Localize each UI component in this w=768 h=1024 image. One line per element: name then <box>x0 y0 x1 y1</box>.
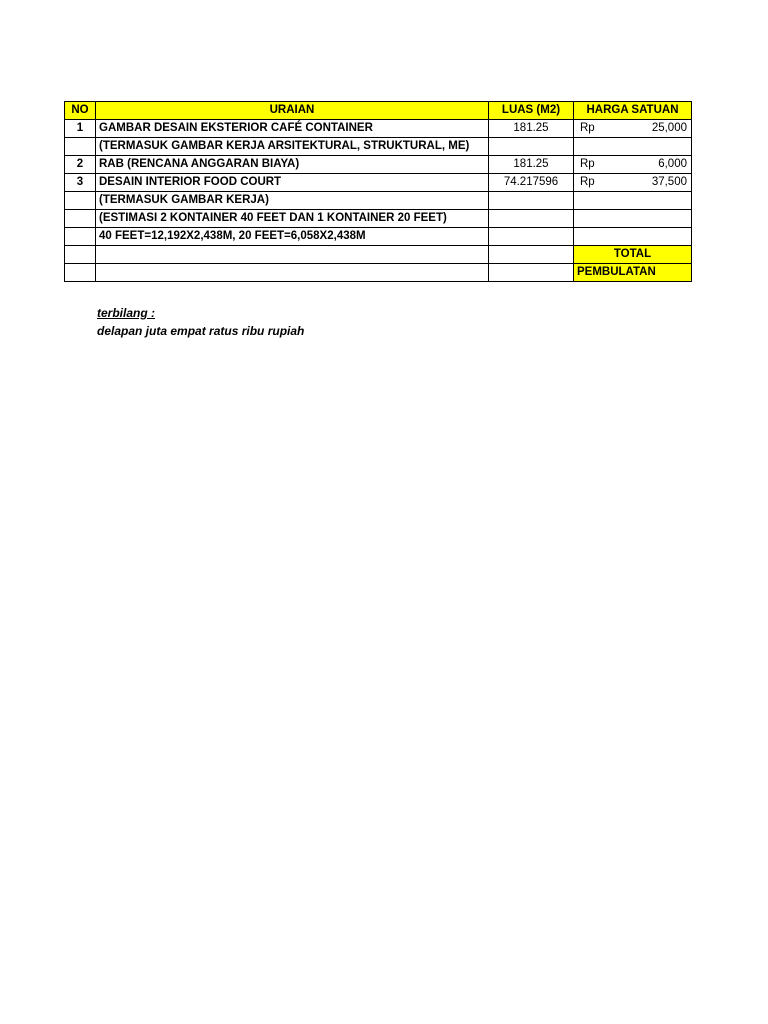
row-currency: Rp <box>580 158 595 170</box>
row-no <box>65 138 96 156</box>
row-uraian: RAB (RENCANA ANGGARAN BIAYA) <box>96 156 489 174</box>
row-harga <box>574 156 692 174</box>
row-harga-value: 37,500 <box>651 176 687 188</box>
row-harga <box>574 192 692 210</box>
row-luas: 181.25 <box>489 120 574 138</box>
row-harga-value: 6,000 <box>658 158 687 170</box>
row-uraian: (TERMASUK GAMBAR KERJA) <box>96 192 489 210</box>
row-luas: 181.25 <box>489 156 574 174</box>
total-label: TOTAL <box>574 246 692 264</box>
row-currency: Rp <box>580 176 595 188</box>
cost-table <box>64 101 692 282</box>
table-row <box>65 156 692 174</box>
row-harga-value: 25,000 <box>651 122 687 134</box>
row-currency: Rp <box>580 122 595 134</box>
row-uraian: DESAIN INTERIOR FOOD COURT <box>96 174 489 192</box>
row-no: 2 <box>65 156 96 174</box>
pembulatan-row-luas <box>489 264 574 282</box>
table-row <box>65 192 692 210</box>
row-no: 3 <box>65 174 96 192</box>
row-uraian: 40 FEET=12,192X2,438M, 20 FEET=6,058X2,438M <box>96 228 489 246</box>
row-luas <box>489 192 574 210</box>
total-row-luas <box>489 246 574 264</box>
header-luas: LUAS (M2) <box>489 102 574 120</box>
table-row <box>65 174 692 192</box>
header-uraian: URAIAN <box>96 102 489 120</box>
pembulatan-row <box>65 264 692 282</box>
table-row <box>65 138 692 156</box>
row-no: 1 <box>65 120 96 138</box>
terbilang-block <box>97 304 304 340</box>
table-row <box>65 228 692 246</box>
row-luas <box>489 228 574 246</box>
row-harga <box>574 138 692 156</box>
row-no <box>65 192 96 210</box>
header-no: NO <box>65 102 96 120</box>
total-row-no <box>65 246 96 264</box>
row-harga <box>574 228 692 246</box>
row-no <box>65 228 96 246</box>
table-header-row <box>65 102 692 120</box>
row-uraian: GAMBAR DESAIN EKSTERIOR CAFÉ CONTAINER <box>96 120 489 138</box>
row-harga <box>574 120 692 138</box>
row-uraian: (ESTIMASI 2 KONTAINER 40 FEET DAN 1 KONTAINER 20 FEET) <box>96 210 489 228</box>
pembulatan-label: PEMBULATAN <box>574 264 692 282</box>
total-row <box>65 246 692 264</box>
pembulatan-row-uraian <box>96 264 489 282</box>
row-uraian: (TERMASUK GAMBAR KERJA ARSITEKTURAL, STRUKTURAL, ME) <box>96 138 489 156</box>
header-harga: HARGA SATUAN <box>574 102 692 120</box>
row-luas <box>489 138 574 156</box>
pembulatan-row-no <box>65 264 96 282</box>
row-no <box>65 210 96 228</box>
terbilang-text: delapan juta empat ratus ribu rupiah <box>97 324 305 338</box>
row-harga <box>574 210 692 228</box>
total-row-uraian <box>96 246 489 264</box>
terbilang-label: terbilang : <box>97 306 156 320</box>
row-luas: 74.217596 <box>489 174 574 192</box>
row-luas <box>489 210 574 228</box>
table-row <box>65 210 692 228</box>
row-harga <box>574 174 692 192</box>
table-row <box>65 120 692 138</box>
